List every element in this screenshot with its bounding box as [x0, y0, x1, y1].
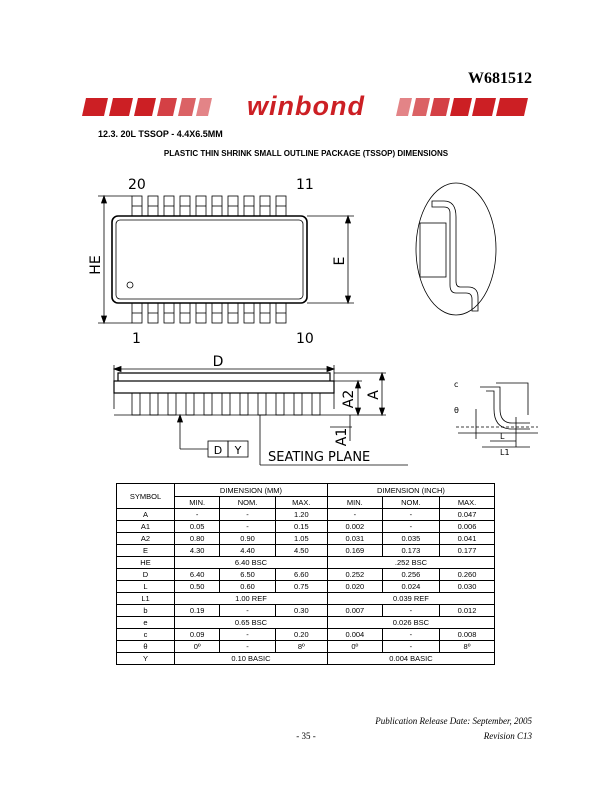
- section-title: 12.3. 20L TSSOP - 4.4X6.5MM: [98, 129, 223, 139]
- table-cell: 6.40: [175, 569, 220, 581]
- table-cell: -: [220, 629, 275, 641]
- table-cell: 0.039 REF: [327, 593, 494, 605]
- table-cell: 6.50: [220, 569, 275, 581]
- table-cell: 0.004: [327, 629, 382, 641]
- sub-header: MAX.: [275, 497, 327, 509]
- table-cell: b: [117, 605, 175, 617]
- table-cell: -: [382, 521, 439, 533]
- table-cell: 0.90: [220, 533, 275, 545]
- table-cell: 8º: [440, 641, 495, 653]
- table-row: [117, 509, 495, 521]
- table-cell: 0.05: [175, 521, 220, 533]
- table-cell: A: [117, 509, 175, 521]
- table-cell: 0.252: [327, 569, 382, 581]
- table-cell: 0.012: [440, 605, 495, 617]
- label-l: L: [500, 432, 505, 441]
- top-pins: [132, 196, 286, 216]
- table-cell: 0.047: [440, 509, 495, 521]
- table-row: [117, 605, 495, 617]
- table-cell: 1.20: [275, 509, 327, 521]
- brand-wordmark: winbond: [247, 92, 365, 120]
- table-cell: 0.020: [327, 581, 382, 593]
- table-cell: 0.024: [382, 581, 439, 593]
- table-cell: 8º: [275, 641, 327, 653]
- table-row: [117, 629, 495, 641]
- table-cell: -: [220, 605, 275, 617]
- table-row: [117, 593, 495, 605]
- table-cell: 0.15: [275, 521, 327, 533]
- label-he: HE: [88, 255, 104, 275]
- table-cell: 0.256: [382, 569, 439, 581]
- table-cell: -: [220, 509, 275, 521]
- table-cell: 0.169: [327, 545, 382, 557]
- label-theta: θ: [454, 406, 459, 415]
- label-l1: L1: [500, 448, 510, 457]
- table-cell: 0.026 BSC: [327, 617, 494, 629]
- table-cell: 0.006: [440, 521, 495, 533]
- table-cell: 0.10 BASIC: [175, 653, 328, 665]
- table-cell: 0.30: [275, 605, 327, 617]
- table-cell: A1: [117, 521, 175, 533]
- table-cell: 6.60: [275, 569, 327, 581]
- table-cell: -: [220, 641, 275, 653]
- table-row: [117, 581, 495, 593]
- table-cell: 1.00 REF: [175, 593, 328, 605]
- table-row: [117, 569, 495, 581]
- label-c: c: [454, 380, 459, 389]
- table-cell: 0.030: [440, 581, 495, 593]
- table-cell: 0.002: [327, 521, 382, 533]
- table-cell: 0.80: [175, 533, 220, 545]
- table-cell: 0.008: [440, 629, 495, 641]
- table-cell: .252 BSC: [327, 557, 494, 569]
- table-cell: -: [175, 509, 220, 521]
- sub-header: NOM.: [220, 497, 275, 509]
- table-cell: Y: [117, 653, 175, 665]
- table-cell: D: [117, 569, 175, 581]
- table-cell: 0.041: [440, 533, 495, 545]
- bottom-pins: [132, 303, 286, 323]
- dimension-table: [116, 483, 495, 665]
- inch-header: DIMENSION (INCH): [327, 484, 494, 497]
- table-cell: 0.60: [220, 581, 275, 593]
- page-number: - 35 -: [296, 731, 316, 741]
- table-row: [117, 653, 495, 665]
- revision: Revision C13: [483, 731, 532, 741]
- label-y: Y: [234, 444, 242, 457]
- part-number: W681512: [468, 70, 532, 87]
- table-cell: c: [117, 629, 175, 641]
- table-cell: 0.65 BSC: [175, 617, 328, 629]
- drawing-subtitle: PLASTIC THIN SHRINK SMALL OUTLINE PACKAGE (TSSOP) DIMENSIONS: [163, 149, 449, 158]
- seating-plane-label: SEATING PLANE: [268, 450, 371, 465]
- table-cell: 6.40 BSC: [175, 557, 328, 569]
- table-cell: -: [382, 629, 439, 641]
- table-cell: L1: [117, 593, 175, 605]
- table-cell: -: [382, 509, 439, 521]
- sub-header: NOM.: [382, 497, 439, 509]
- table-cell: 0.09: [175, 629, 220, 641]
- publication-date: Publication Release Date: September, 2005: [375, 716, 532, 726]
- datum-d-label: D: [213, 444, 223, 457]
- table-cell: 0.50: [175, 581, 220, 593]
- table-cell: 0.19: [175, 605, 220, 617]
- pin-label-11: 11: [296, 177, 314, 193]
- package-drawing: [60, 165, 560, 475]
- table-cell: 1.05: [275, 533, 327, 545]
- table-row: [117, 617, 495, 629]
- label-d: D: [212, 354, 224, 370]
- table-cell: 0.035: [382, 533, 439, 545]
- pin-label-1: 1: [132, 331, 141, 347]
- table-cell: 0º: [327, 641, 382, 653]
- table-cell: 4.40: [220, 545, 275, 557]
- label-a: A: [366, 390, 382, 400]
- table-cell: HE: [117, 557, 175, 569]
- sub-header: MIN.: [327, 497, 382, 509]
- table-cell: 0º: [175, 641, 220, 653]
- table-cell: -: [220, 521, 275, 533]
- symbol-header: SYMBOL: [117, 484, 175, 509]
- table-cell: 4.30: [175, 545, 220, 557]
- table-cell: E: [117, 545, 175, 557]
- table-cell: L: [117, 581, 175, 593]
- table-row: [117, 545, 495, 557]
- table-cell: A2: [117, 533, 175, 545]
- table-row: [117, 557, 495, 569]
- table-cell: 0.20: [275, 629, 327, 641]
- table-cell: -: [382, 641, 439, 653]
- brand-logo: [80, 92, 532, 120]
- pin-label-10: 10: [296, 331, 314, 347]
- label-a2: A2: [341, 389, 357, 409]
- table-cell: 0.031: [327, 533, 382, 545]
- mm-header: DIMENSION (MM): [175, 484, 328, 497]
- pin-label-20: 20: [128, 177, 146, 193]
- table-cell: 0.004 BASIC: [327, 653, 494, 665]
- table-cell: 4.50: [275, 545, 327, 557]
- table-row: [117, 533, 495, 545]
- table-cell: -: [382, 605, 439, 617]
- table-cell: 0.75: [275, 581, 327, 593]
- label-e: E: [332, 256, 348, 266]
- table-cell: 0.007: [327, 605, 382, 617]
- label-a1: A1: [334, 427, 350, 447]
- table-cell: e: [117, 617, 175, 629]
- table-cell: 0.177: [440, 545, 495, 557]
- sub-header: MIN.: [175, 497, 220, 509]
- table-cell: 0.173: [382, 545, 439, 557]
- table-cell: -: [327, 509, 382, 521]
- sub-header: MAX.: [440, 497, 495, 509]
- table-cell: θ: [117, 641, 175, 653]
- table-row: [117, 641, 495, 653]
- table-row: [117, 521, 495, 533]
- side-pins: [132, 393, 320, 415]
- table-cell: 0.260: [440, 569, 495, 581]
